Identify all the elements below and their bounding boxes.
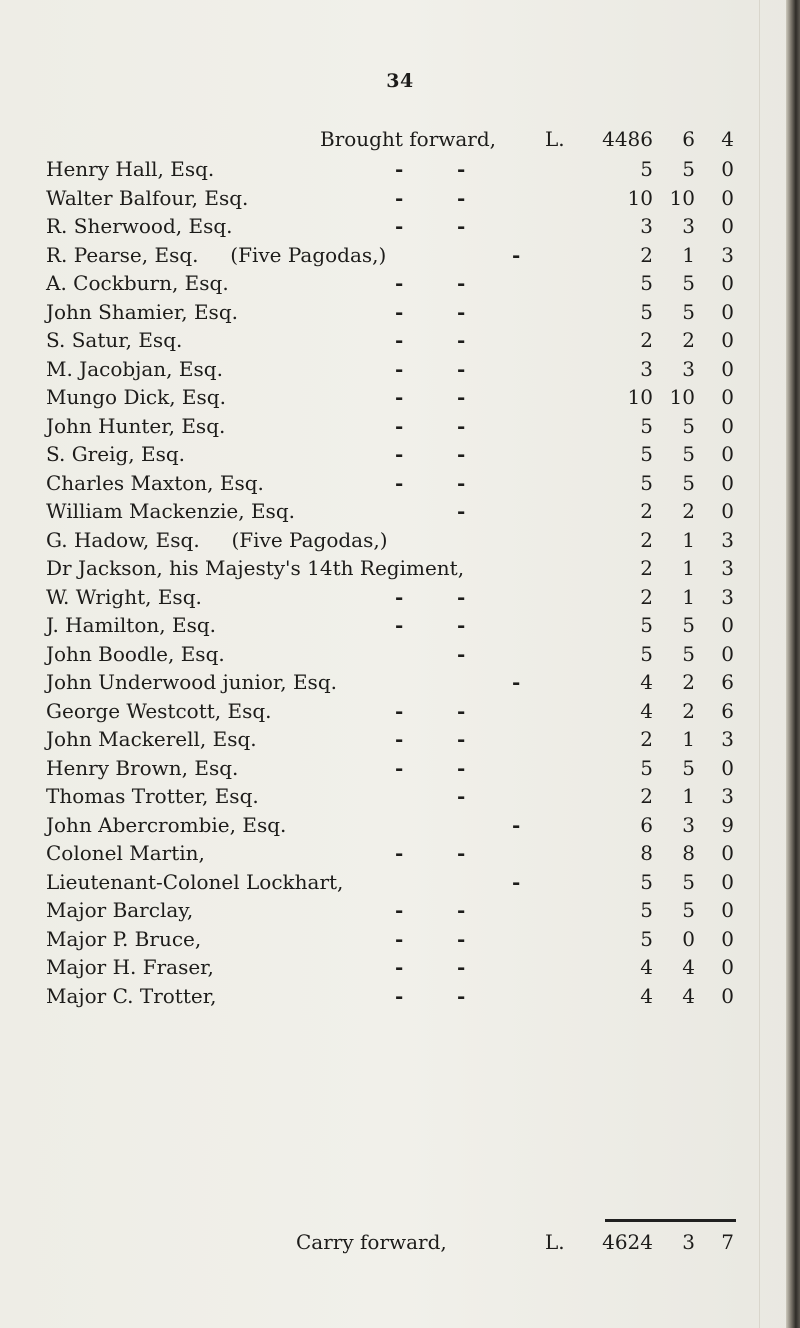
amount-pence: 3 xyxy=(721,727,734,751)
leader-dash: - xyxy=(395,385,404,409)
amount-shillings: 8 xyxy=(682,841,695,865)
leader-dash: - xyxy=(457,442,466,466)
amount-shillings: 4 xyxy=(682,955,695,979)
table-row xyxy=(0,924,800,954)
amount-pounds: 2 xyxy=(640,243,653,267)
amount-pence: 0 xyxy=(721,328,734,352)
table-row xyxy=(0,610,800,640)
subscriber-name: Lieutenant-Colonel Lockhart, xyxy=(46,870,344,894)
leader-dash: - xyxy=(395,898,404,922)
amount-pounds: 5 xyxy=(640,756,653,780)
leader-dash: - xyxy=(395,328,404,352)
amount-shillings: 3 xyxy=(682,214,695,238)
leader-dash: - xyxy=(457,841,466,865)
amount-pence: 0 xyxy=(721,841,734,865)
brought-forward-label: Brought forward, xyxy=(320,127,497,151)
amount-pence: 0 xyxy=(721,357,734,381)
amount-pence: 0 xyxy=(721,157,734,181)
leader-dash: - xyxy=(395,585,404,609)
amount-pence: 0 xyxy=(721,984,734,1008)
amount-pounds: 5 xyxy=(640,442,653,466)
amount-pounds: 4 xyxy=(640,955,653,979)
leader-dash: - xyxy=(457,784,466,808)
amount-pence: 0 xyxy=(721,471,734,495)
amount-pence: 0 xyxy=(721,955,734,979)
amount-pounds: 4 xyxy=(640,670,653,694)
amount-shillings: 5 xyxy=(682,414,695,438)
amount-pounds: 5 xyxy=(640,642,653,666)
table-row xyxy=(0,325,800,355)
leader-dash: - xyxy=(395,442,404,466)
subscriber-name: Colonel Martin, xyxy=(46,841,205,865)
table-row xyxy=(0,724,800,754)
table-row xyxy=(0,667,800,697)
amount-pounds: 5 xyxy=(640,898,653,922)
leader-dash: - xyxy=(512,243,521,267)
subscriber-name: S. Greig, Esq. xyxy=(46,442,186,466)
table-row xyxy=(0,810,800,840)
brought-forward-shillings: 6 xyxy=(682,127,695,151)
subscriber-name: S. Satur, Esq. xyxy=(46,328,183,352)
page-number: 34 xyxy=(386,70,414,92)
leader-dash: - xyxy=(512,670,521,694)
amount-pence: 3 xyxy=(721,784,734,808)
table-row xyxy=(0,211,800,241)
subscriber-name: George Westcott, Esq. xyxy=(46,699,272,723)
amount-pounds: 2 xyxy=(640,784,653,808)
subscriber-name: Mungo Dick, Esq. xyxy=(46,385,226,409)
subscriber-name: John Mackerell, Esq. xyxy=(46,727,257,751)
amount-pounds: 2 xyxy=(640,499,653,523)
amount-pounds: 5 xyxy=(640,613,653,637)
leader-dash: - xyxy=(457,756,466,780)
amount-pounds: 8 xyxy=(640,841,653,865)
amount-shillings: 3 xyxy=(682,813,695,837)
leader-dash: - xyxy=(395,727,404,751)
amount-pounds: 5 xyxy=(640,271,653,295)
leader-dash: - xyxy=(457,471,466,495)
subscriber-name: John Shamier, Esq. xyxy=(46,300,238,324)
amount-pounds: 2 xyxy=(640,556,653,580)
amount-shillings: 5 xyxy=(682,300,695,324)
amount-shillings: 10 xyxy=(669,385,695,409)
amount-pounds: 2 xyxy=(640,585,653,609)
amount-shillings: 3 xyxy=(682,357,695,381)
leader-dash: - xyxy=(512,870,521,894)
leader-dash: - xyxy=(457,984,466,1008)
amount-pounds: 3 xyxy=(640,214,653,238)
amount-pence: 0 xyxy=(721,756,734,780)
amount-pence: 0 xyxy=(721,414,734,438)
table-row xyxy=(0,439,800,469)
amount-shillings: 1 xyxy=(682,556,695,580)
subscriber-name: Henry Brown, Esq. xyxy=(46,756,239,780)
amount-pounds: 5 xyxy=(640,157,653,181)
table-row xyxy=(0,696,800,726)
leader-dash: - xyxy=(395,214,404,238)
leader-dash: - xyxy=(457,328,466,352)
currency-label: L. xyxy=(545,1230,565,1254)
brought-forward-pence: 4 xyxy=(721,127,734,151)
carry-forward-shillings: 3 xyxy=(682,1230,695,1254)
amount-pence: 0 xyxy=(721,385,734,409)
table-row xyxy=(0,411,800,441)
amount-pounds: 2 xyxy=(640,528,653,552)
carry-forward-row xyxy=(0,1227,800,1257)
amount-shillings: 1 xyxy=(682,727,695,751)
table-row xyxy=(0,867,800,897)
subscriber-name: Walter Balfour, Esq. xyxy=(46,186,249,210)
subscriber-name: Henry Hall, Esq. xyxy=(46,157,215,181)
amount-pence: 0 xyxy=(721,927,734,951)
table-row xyxy=(0,952,800,982)
subscriber-name: John Abercrombie, Esq. xyxy=(46,813,287,837)
table-row xyxy=(0,183,800,213)
amount-pounds: 3 xyxy=(640,357,653,381)
leader-dash: - xyxy=(457,727,466,751)
carry-forward-pence: 7 xyxy=(721,1230,734,1254)
subscriber-name: M. Jacobjan, Esq. xyxy=(46,357,223,381)
amount-pence: 6 xyxy=(721,670,734,694)
subscriber-name: A. Cockburn, Esq. xyxy=(46,271,229,295)
leader-dash: - xyxy=(457,157,466,181)
amount-pence: 9 xyxy=(721,813,734,837)
amount-shillings: 5 xyxy=(682,898,695,922)
leader-dash: - xyxy=(395,300,404,324)
leader-dash: - xyxy=(395,927,404,951)
carry-forward-pounds: 4624 xyxy=(602,1230,653,1254)
amount-pence: 0 xyxy=(721,214,734,238)
amount-pounds: 2 xyxy=(640,727,653,751)
subscriber-name: G. Hadow, Esq. (Five Pagodas,) xyxy=(46,528,388,552)
amount-pence: 0 xyxy=(721,642,734,666)
leader-dash: - xyxy=(457,699,466,723)
amount-pence: 0 xyxy=(721,499,734,523)
table-row xyxy=(0,753,800,783)
leader-dash: - xyxy=(457,898,466,922)
leader-dash: - xyxy=(395,955,404,979)
table-row xyxy=(0,297,800,327)
subscriber-name: Charles Maxton, Esq. xyxy=(46,471,264,495)
amount-shillings: 2 xyxy=(682,670,695,694)
table-row xyxy=(0,268,800,298)
leader-dash: - xyxy=(457,385,466,409)
leader-dash: - xyxy=(457,271,466,295)
subscriber-name: Thomas Trotter, Esq. xyxy=(46,784,259,808)
leader-dash: - xyxy=(457,955,466,979)
amount-pounds: 10 xyxy=(627,186,653,210)
subscriber-name: Major H. Fraser, xyxy=(46,955,214,979)
leader-dash: - xyxy=(395,984,404,1008)
amount-pence: 0 xyxy=(721,613,734,637)
leader-dash: - xyxy=(457,927,466,951)
subscriber-name: W. Wright, Esq. xyxy=(46,585,202,609)
amount-shillings: 5 xyxy=(682,613,695,637)
leader-dash: - xyxy=(457,613,466,637)
amount-pounds: 5 xyxy=(640,300,653,324)
amount-shillings: 1 xyxy=(682,243,695,267)
table-row xyxy=(0,354,800,384)
currency-label: L. xyxy=(545,127,565,151)
amount-shillings: 5 xyxy=(682,442,695,466)
amount-shillings: 1 xyxy=(682,784,695,808)
amount-shillings: 5 xyxy=(682,271,695,295)
amount-pounds: 5 xyxy=(640,927,653,951)
table-row xyxy=(0,639,800,669)
subscriber-name: William Mackenzie, Esq. xyxy=(46,499,295,523)
amount-pence: 0 xyxy=(721,300,734,324)
table-row xyxy=(0,525,800,555)
leader-dash: - xyxy=(395,699,404,723)
amount-pounds: 5 xyxy=(640,870,653,894)
amount-shillings: 5 xyxy=(682,756,695,780)
carry-forward-label: Carry forward, xyxy=(296,1230,447,1254)
amount-pence: 6 xyxy=(721,699,734,723)
amount-pence: 0 xyxy=(721,898,734,922)
amount-pence: 3 xyxy=(721,243,734,267)
subscriber-name: Major C. Trotter, xyxy=(46,984,217,1008)
amount-pence: 3 xyxy=(721,556,734,580)
amount-pence: 0 xyxy=(721,186,734,210)
leader-dash: - xyxy=(457,300,466,324)
amount-pounds: 10 xyxy=(627,385,653,409)
amount-shillings: 0 xyxy=(682,927,695,951)
subscriber-name: Dr Jackson, his Majesty's 14th Regiment, xyxy=(46,556,465,580)
leader-dash: - xyxy=(395,471,404,495)
table-row xyxy=(0,154,800,184)
table-row xyxy=(0,838,800,868)
table-row xyxy=(0,468,800,498)
amount-shillings: 5 xyxy=(682,471,695,495)
leader-dash: - xyxy=(457,499,466,523)
table-row xyxy=(0,582,800,612)
leader-dash: - xyxy=(512,813,521,837)
amount-shillings: 4 xyxy=(682,984,695,1008)
amount-pounds: 5 xyxy=(640,414,653,438)
subscriber-name: John Hunter, Esq. xyxy=(46,414,226,438)
leader-dash: - xyxy=(395,186,404,210)
leader-dash: - xyxy=(395,271,404,295)
amount-pence: 3 xyxy=(721,528,734,552)
amount-shillings: 10 xyxy=(669,186,695,210)
subscriber-name: John Underwood junior, Esq. xyxy=(46,670,337,694)
amount-shillings: 5 xyxy=(682,157,695,181)
table-row xyxy=(0,895,800,925)
amount-shillings: 2 xyxy=(682,499,695,523)
table-row xyxy=(0,981,800,1011)
amount-pounds: 2 xyxy=(640,328,653,352)
amount-pounds: 4 xyxy=(640,699,653,723)
amount-shillings: 5 xyxy=(682,642,695,666)
leader-dash: - xyxy=(457,585,466,609)
leader-dash: - xyxy=(457,642,466,666)
table-row xyxy=(0,553,800,583)
table-row xyxy=(0,240,800,270)
leader-dash: - xyxy=(395,841,404,865)
leader-dash: - xyxy=(457,214,466,238)
leader-dash: - xyxy=(395,357,404,381)
amount-shillings: 2 xyxy=(682,328,695,352)
subscriber-name: Major Barclay, xyxy=(46,898,194,922)
amount-shillings: 2 xyxy=(682,699,695,723)
amount-pence: 0 xyxy=(721,870,734,894)
amount-shillings: 1 xyxy=(682,528,695,552)
amount-pence: 0 xyxy=(721,442,734,466)
table-row xyxy=(0,781,800,811)
brought-forward-pounds: 4486 xyxy=(602,127,653,151)
amount-pounds: 4 xyxy=(640,984,653,1008)
subscriber-name: Major P. Bruce, xyxy=(46,927,202,951)
amount-pounds: 5 xyxy=(640,471,653,495)
leader-dash: - xyxy=(395,756,404,780)
leader-dash: - xyxy=(395,414,404,438)
brought-forward-row xyxy=(0,124,800,154)
amount-pence: 3 xyxy=(721,585,734,609)
subscriber-name: R. Pearse, Esq. (Five Pagodas,) xyxy=(46,243,387,267)
leader-dash: - xyxy=(395,157,404,181)
table-row xyxy=(0,382,800,412)
amount-shillings: 5 xyxy=(682,870,695,894)
subscriber-name: John Boodle, Esq. xyxy=(46,642,225,666)
leader-dash: - xyxy=(457,186,466,210)
leader-dash: - xyxy=(395,613,404,637)
amount-pounds: 6 xyxy=(640,813,653,837)
subscriber-name: R. Sherwood, Esq. xyxy=(46,214,233,238)
amount-pence: 0 xyxy=(721,271,734,295)
amount-shillings: 1 xyxy=(682,585,695,609)
table-row xyxy=(0,496,800,526)
subscriber-name: J. Hamilton, Esq. xyxy=(46,613,216,637)
leader-dash: - xyxy=(457,357,466,381)
leader-dash: - xyxy=(457,414,466,438)
total-rule xyxy=(605,1219,736,1222)
